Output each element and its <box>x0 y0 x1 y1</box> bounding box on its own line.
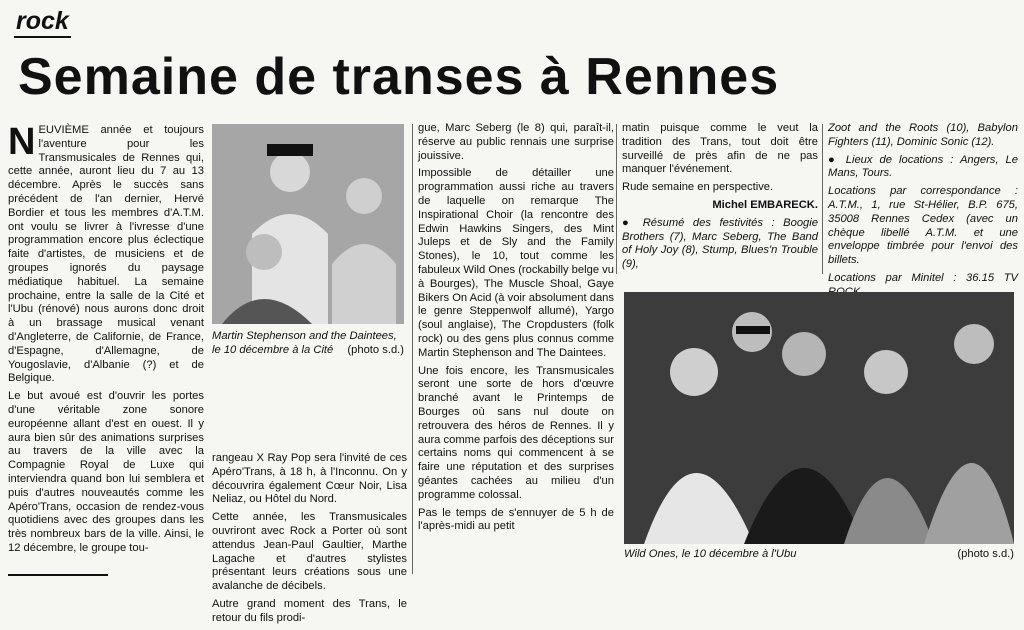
article-column-1 <box>8 121 204 560</box>
drop-cap: N <box>8 121 36 163</box>
headline: Semaine de transes à Rennes <box>18 48 780 106</box>
festival-summary-cont: Zoot and the Roots (10), Babylon Fighters (11), Dominic Sonic (12). <box>828 122 1018 148</box>
author-signature: Michel EMBARECK. <box>712 198 818 211</box>
paragraph: rangeau X Ray Pop sera l'invité de ces Apéro'Trans, à 18 h, à l'Inconnu. On y découvrira également Cœur Noir, Lisa Neliaz, ou Hôtel du Nord. <box>212 452 407 506</box>
column-divider <box>822 124 823 274</box>
photo-illustration <box>212 124 404 324</box>
photo-credit: (photo s.d.) <box>957 548 1014 560</box>
article-column-2 <box>212 452 407 630</box>
mail-booking-info: Locations par correspondance : A.T.M., 1, rue St-Hélier, B.P. 675, 35008 Rennes Cedex (avec un chèque libellé A.T.M. et une enveloppe timbrée pour l'envoi des billets. <box>828 185 1018 267</box>
photo-illustration <box>624 292 1014 544</box>
caption-text: Martin Stephenson and the Daintees, le 10 décembre à la Cité <box>212 330 397 356</box>
section-label: rock <box>14 6 71 38</box>
venue-list: ● Lieux de locations : Angers, Le Mans, Tours. <box>828 153 1018 180</box>
minitel-booking-info: Locations par Minitel : 36.15 TV <box>828 271 1018 284</box>
article-column-4 <box>622 122 818 276</box>
caption-text: Wild Ones, le 10 décembre à l'Ubu <box>624 548 797 560</box>
paragraph: Une fois encore, les Transmusicales seront une sorte de hors d'œuvre branché avant le Printemps de Bourges où sans nul doute on retrouvera des héros de Rennes. Il y aura comme parfois des déceptions sur certains noms qui commencent à se faire une réputation et des surprises géantes cachées au milieu d'un programme colossal. <box>418 364 614 501</box>
page-rule <box>8 574 108 576</box>
column-divider <box>412 124 413 574</box>
paragraph: gue, Marc Seberg (le 8) qui, paraît-il, réserve au public rennais une surprise jouissive. <box>418 122 614 162</box>
paragraph: Pas le temps de s'ennuyer de 5 h de l'après-midi au petit <box>418 506 614 533</box>
paragraph: Autre grand moment des Trans, le retour du fils prodi- <box>212 597 407 624</box>
band-photo-wild-ones <box>624 292 1014 544</box>
column-divider <box>616 124 617 274</box>
festival-summary: ● Résumé des festivités : Boogie Brothers (7), Marc Seberg, The Band of Holy Joy (8), Stump, Blues'n Trouble (9), <box>622 216 818 271</box>
paragraph: Le but avoué est d'ouvrir les portes d'une véritable zone sonore européenne allant d'est en ouest. Il y aura bien sûr des animations surprises au travers de la ville avec la Compagnie Royal de Luxe qui interviendra quand bon lui semblera et puis d'autres nouveautés comme les Apéro'Trans, occasion de rendez-vous quotidiens avec des groupes dans les très nombreux bars de la ville. Ainsi, le 12 décembre, le groupe tou- <box>8 390 204 554</box>
band-photo-martin-stephenson <box>212 124 404 324</box>
paragraph: matin puisque comme le veut la tradition des Trans, tout doit être surveillé de près afin de ne pas manquer l'événement. <box>622 122 818 176</box>
paragraph: Cette année, les Transmusicales ouvriront avec Rock a Porter où sont attendus Jean-Paul Gaultier, Marthe Lagache et d'autres stylistes présentant leurs créations sous une avalanche de décibels. <box>212 511 407 593</box>
paragraph: Impossible de détailler une programmation aussi riche au travers de laquelle on remarque The Inspirational Choir (la rencontre des Edwin Hawkins Singers, des Mint Juleps et de Sly and the Family Stones), le 10, tout comme les fabuleux Wild Ones (rockabilly belge vu à Bourges), The Muscle Shoal, Gaye Bikers On Acid (à voir absolument dans le genre Steppenwolf allumé), Yargo (soul anglaise), The Cropdusters (folk rock) ou des gens plus connus comme Martin Stephenson and The Daintees. <box>418 167 614 359</box>
article-column-3 <box>418 122 614 538</box>
photo-caption <box>212 330 404 358</box>
lead-paragraph <box>8 121 204 386</box>
lead-text: EUVIÈME année et toujours l'aventure pour les Transmusicales de Rennes qui, cette année, auront lieu du 7 au 13 décembre. Après le succès sans précédent de l'an dernier, Hervé Bordier et tous les membres d'A.T.M. ont voulu se livrer à l'ivresse d'une programmation encore plus éclectique faite d'artistes, de musiciens et de groupes ignorés du paysage médiatique habituel. La semaine prochaine, entre la salle de la Cité et l'Ubu (rénové) nous aurons donc droit à un brassage musical venant d'Angleterre, de Californie, de France, d'Espagne, d'Allemagne, de Yougoslavie, d'Albanie (?) et de Belgique. <box>8 124 204 385</box>
photo-credit: (photo s.d.) <box>347 343 404 356</box>
article-column-5 <box>828 122 1018 304</box>
paragraph: Rude semaine en perspective. <box>622 181 774 194</box>
photo-caption <box>624 548 1014 562</box>
